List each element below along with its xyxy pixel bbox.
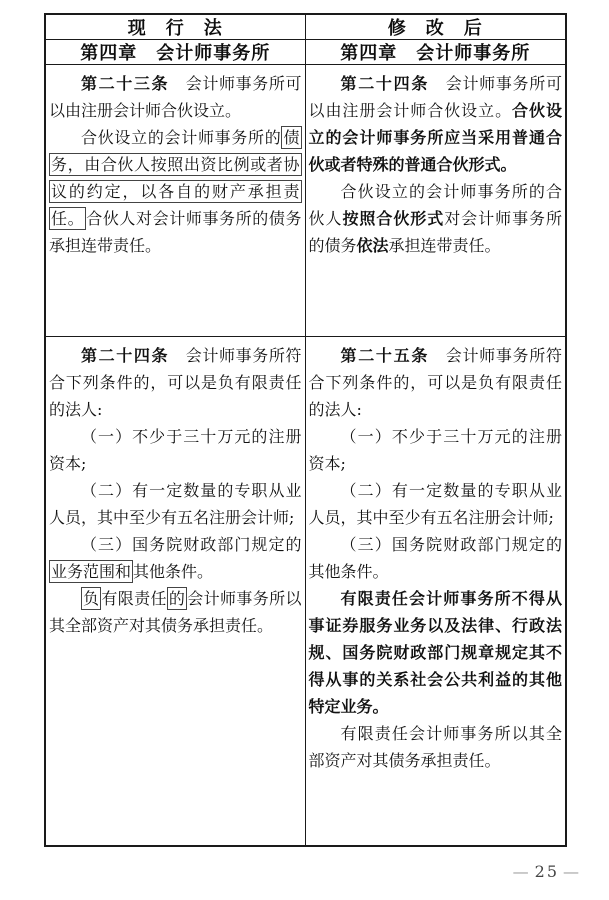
added-text: 依法 [356,236,389,255]
law-text: 合伙设立的会计师事务所的 [81,128,282,147]
chapter-heading-revised: 第四章 会计师事务所 [306,40,566,65]
law-paragraph [309,477,563,531]
law-text: 合伙设立的会计师事务所的合伙人 [308,182,562,228]
cell-current-article-23 [46,65,306,337]
law-paragraph [309,720,563,774]
chapter-heading-current: 第四章 会计师事务所 [46,40,306,65]
law-text: 会计师事务所符合下列条件的，可以是负有限责任的法人: [49,346,302,419]
law-text: 其他条件。 [133,562,214,581]
law-paragraph [49,70,302,124]
law-comparison-table [44,13,567,847]
law-paragraph [49,585,302,639]
law-text: 会计师事务所符合下列条件的，可以是负有限责任的法人: [308,346,562,419]
law-text: 有限责任会计师事务所以其全部资产对其债务承担责任。 [308,724,562,770]
law-text: （一）不少于三十万元的注册资本; [308,427,562,473]
law-paragraph [309,531,563,585]
deleted-text: 债务，由合伙人按照出资比例或者协议的约定，以各自的财产承担责任。 [51,128,300,228]
law-paragraph [309,342,563,423]
law-paragraph [309,423,563,477]
article-number: 第二十三条 [81,74,170,93]
law-text: 会计师事务所可以由注册会计师合伙设立。 [308,74,562,120]
article-number: 第二十五条 [340,346,430,365]
law-text: （二）有一定数量的专职从业人员，其中至少有五名注册会计师; [49,481,302,527]
deleted-text: 负 [83,589,100,608]
cell-revised-article-24 [306,65,566,337]
added-text: 按照合伙形式 [342,209,445,228]
deleted-text: 的 [168,589,186,608]
law-paragraph [49,342,302,423]
law-text: （二）有一定数量的专职从业人员，其中至少有五名注册会计师; [308,481,562,527]
law-paragraph [49,477,302,531]
column-header-revised: 修 改 后 [306,15,566,40]
law-paragraph [49,124,302,259]
article-number: 第二十四条 [81,346,170,365]
law-text: 对会计师事务所的债务 [308,209,562,255]
law-paragraph [309,585,563,720]
law-paragraph [309,70,563,178]
law-text: 合伙人对会计师事务所的债务承担连带责任。 [49,209,302,255]
page-number [509,862,585,881]
page-number-dash-left: — [512,862,531,881]
law-paragraph [49,423,302,477]
law-text: 会计师事务所可以由注册会计师合伙设立。 [49,74,302,120]
law-text: 有限责任 [101,589,167,608]
law-text: （三）国务院财政部门规定的其他条件。 [308,535,562,581]
law-text: （一）不少于三十万元的注册资本; [49,427,302,473]
added-text: 合伙设立的会计师事务所应当采用普通合伙或者特殊的普通合伙形式。 [308,101,562,174]
article-number: 第二十四条 [340,74,430,93]
deleted-text: 业务范围和 [51,562,132,581]
added-text: 有限责任会计师事务所不得从事证券服务业务以及法律、行政法规、国务院财政部门规章规定其不得从事的关系社会公共利益的其他特定业务。 [308,589,562,716]
page-number-value: 25 [534,862,559,881]
column-header-current-law: 现 行 法 [46,15,306,40]
page-number-dash-right: — [563,862,581,881]
law-paragraph [49,531,302,585]
cell-revised-article-25 [306,337,566,845]
law-text: （三）国务院财政部门规定的 [81,535,302,554]
law-text: 会计师事务所以其全部资产对其债务承担责任。 [49,589,302,635]
law-text: 承担连带责任。 [388,236,501,255]
cell-current-article-24 [46,337,306,845]
law-paragraph [309,178,563,259]
